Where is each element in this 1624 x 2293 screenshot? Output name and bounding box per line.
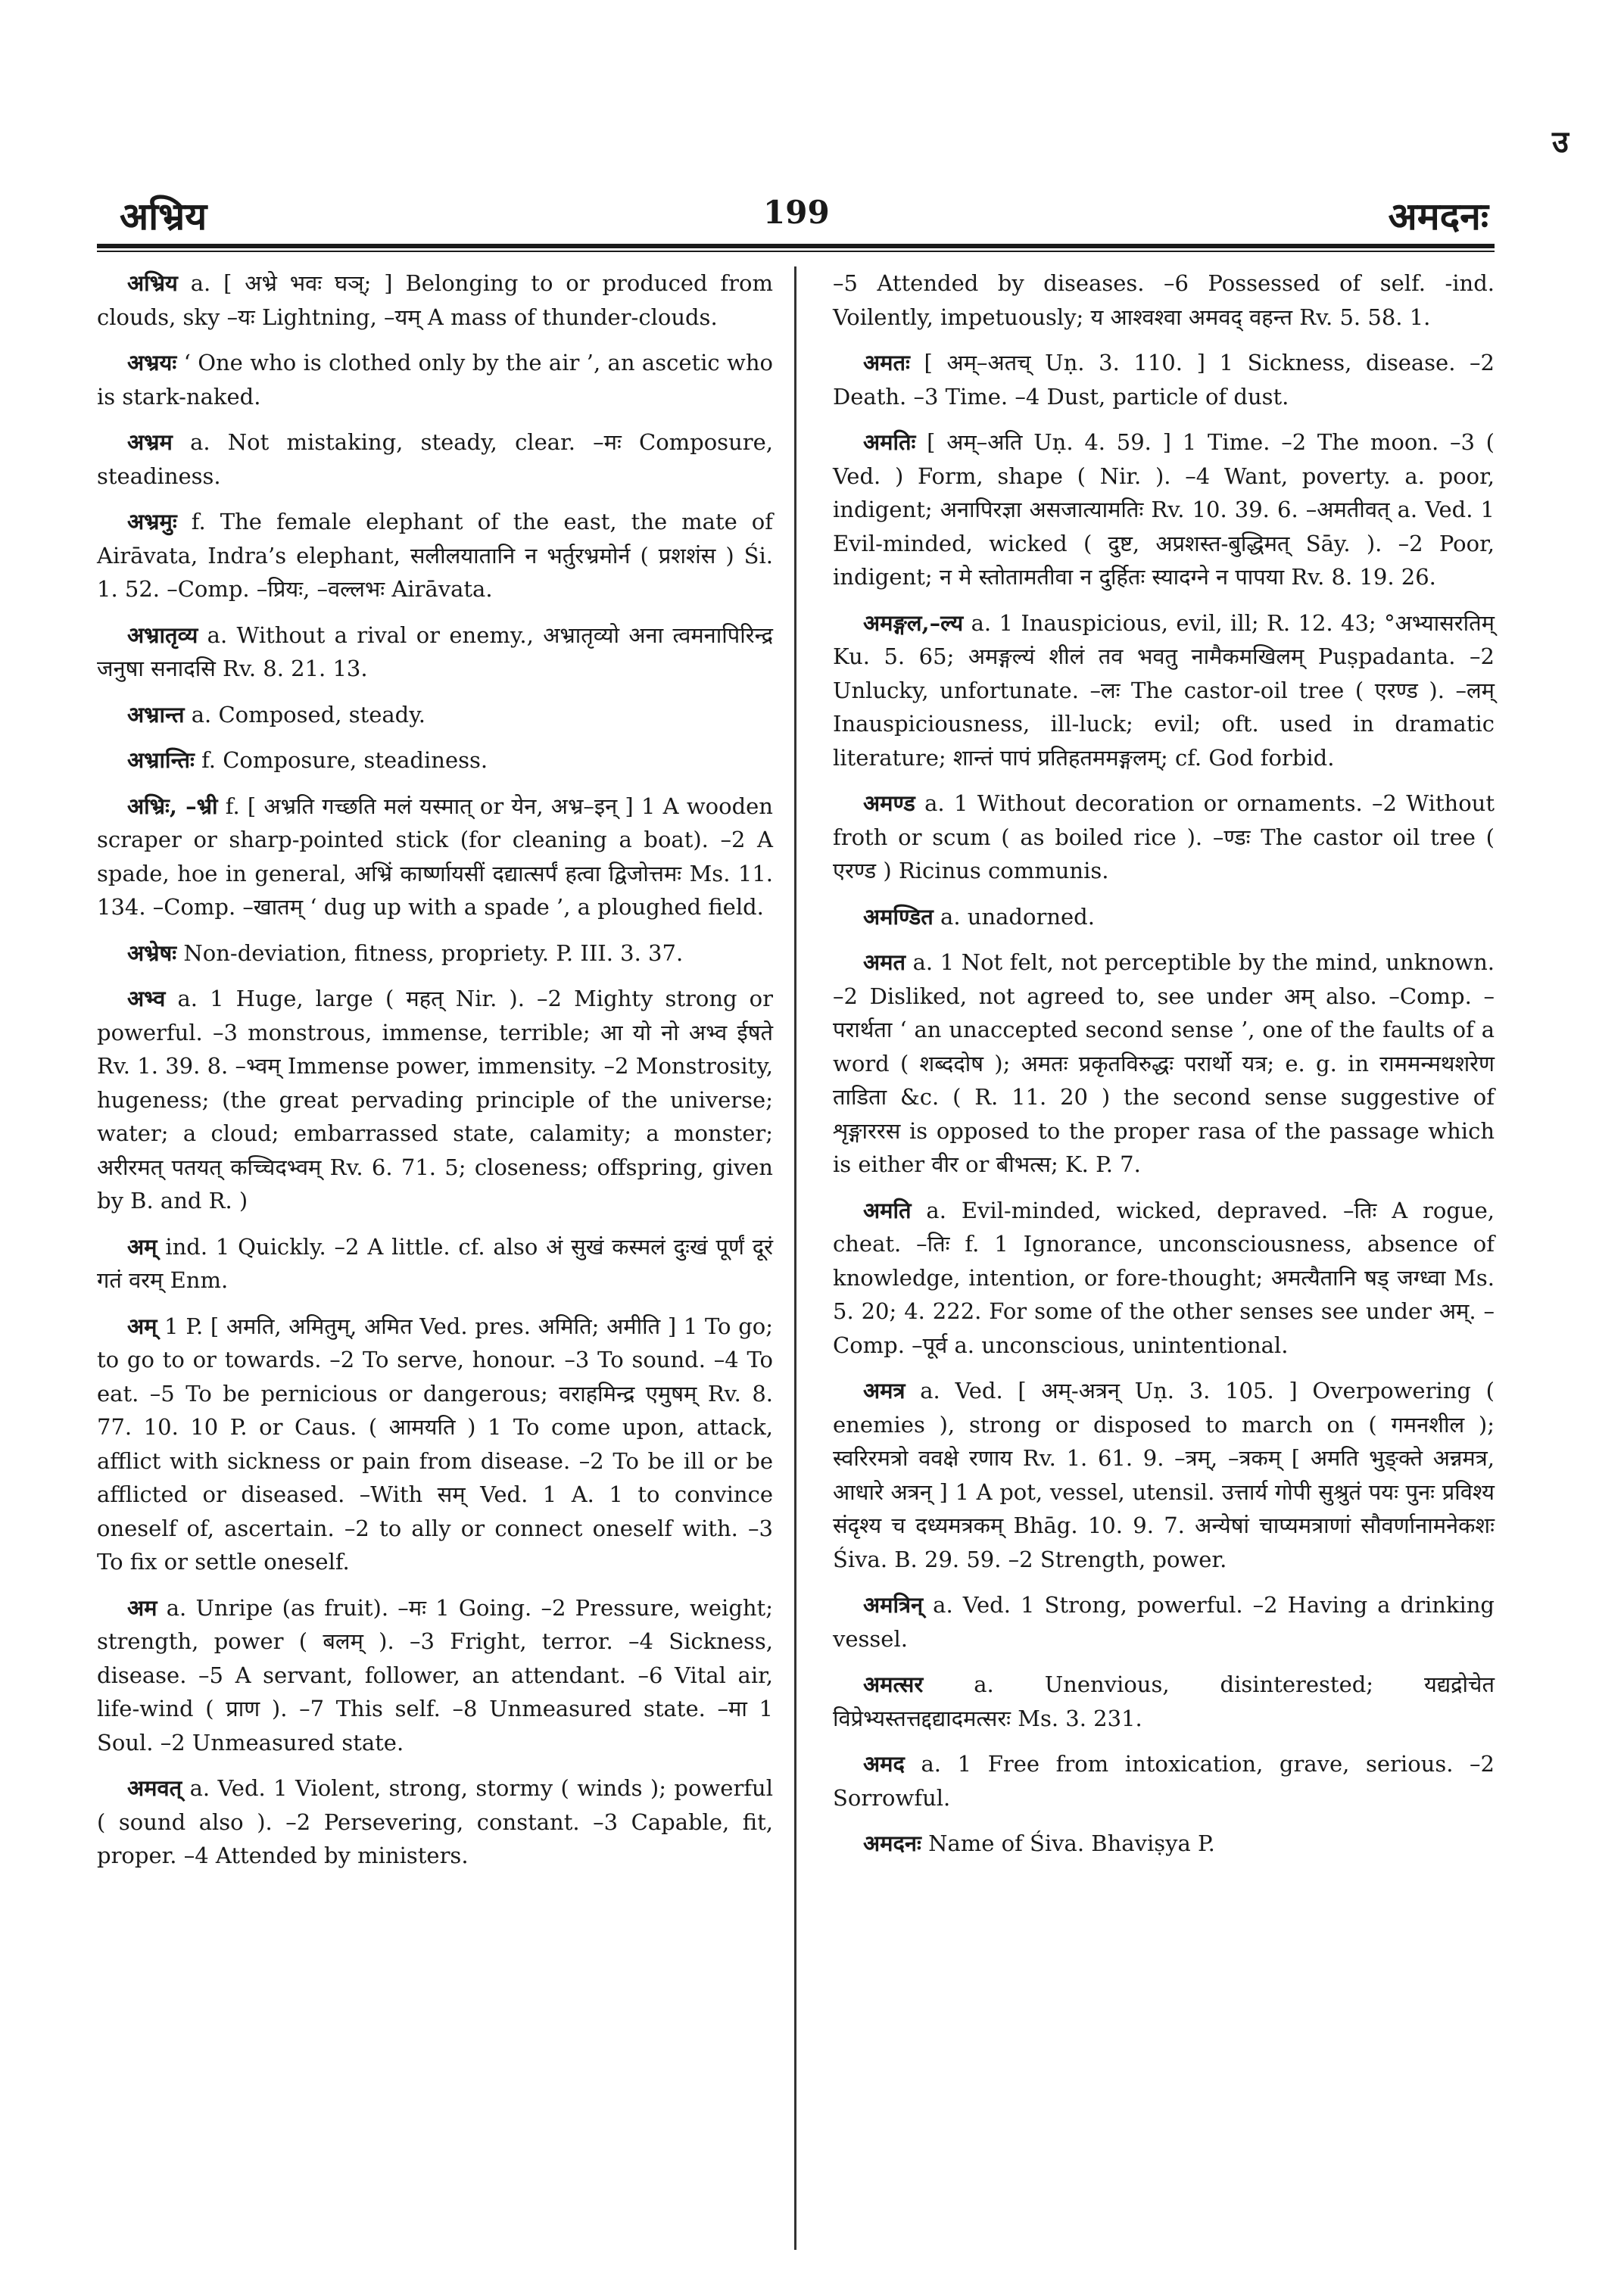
entry-definition: [ अम्–अतच् Uṇ. 3. 110. ] 1 Sickness, disease. –2 Death. –3 Time. –4 Dust, particle of dust. bbox=[833, 350, 1495, 410]
dictionary-entry bbox=[97, 790, 773, 924]
entry-headword: अम् bbox=[127, 1313, 157, 1339]
entry-headword: अमद bbox=[863, 1751, 905, 1777]
entry-definition: a. Composed, steady. bbox=[184, 701, 425, 727]
dictionary-entry bbox=[97, 936, 773, 970]
dictionary-entry bbox=[97, 698, 773, 732]
entry-headword: अभ्रयः bbox=[127, 350, 177, 375]
entry-headword: अमत bbox=[863, 949, 906, 975]
dictionary-entry bbox=[97, 346, 773, 413]
entry-definition: a. Unenvious, disinterested; यद्यद्रोचेत विप्रेभ्यस्तत्तद्दद्यादमत्सरः Ms. 3. 231. bbox=[833, 1671, 1495, 1731]
dictionary-entry bbox=[97, 266, 773, 334]
dictionary-entry bbox=[833, 606, 1495, 775]
entry-headword: अमत्सर bbox=[863, 1671, 924, 1697]
dictionary-entry bbox=[97, 1310, 773, 1579]
header-right-guide-word: अमदनः bbox=[1388, 194, 1488, 238]
dictionary-entry bbox=[97, 505, 773, 606]
entry-headword: अमण्डित bbox=[863, 903, 934, 930]
entry-definition: ind. 1 Quickly. –2 A little. cf. also अं सुखं कस्मलं दुःखं पूर्णं दूरं गतं वरम् Enm. bbox=[97, 1233, 773, 1293]
right-column bbox=[833, 266, 1495, 1873]
entry-headword: अभ्रेषः bbox=[127, 939, 177, 966]
entry-definition: a. Unripe (as fruit). –मः 1 Going. –2 Pressure, weight; strength, power ( बलम् ). –3 Fright, terror. –4 Sickness, disease. –5 A servant, follower, an attendant. –6 Vital air, life-wind ( प्राण ). –7 This self. –8 Unmeasured state. –मा 1 Soul. –2 Unmeasured state. bbox=[97, 1594, 773, 1756]
dictionary-entry bbox=[97, 425, 773, 493]
edge-index-mark: उ bbox=[1552, 124, 1569, 160]
entry-headword: अभ्रान्त bbox=[127, 701, 185, 727]
page-number: 199 bbox=[763, 194, 830, 231]
column-divider bbox=[794, 266, 796, 2250]
entry-headword: अमण्ड bbox=[863, 790, 915, 816]
dictionary-entry bbox=[833, 1827, 1495, 1861]
entry-definition: a. Ved. 1 Violent, strong, stormy ( winds ); powerful ( sound also ). –2 Persevering, constant. –3 Capable, fit, proper. –4 Attended by ministers. bbox=[97, 1775, 773, 1868]
entry-definition: a. Ved. 1 Strong, powerful. –2 Having a drinking vessel. bbox=[833, 1592, 1495, 1652]
entry-headword: अमतिः bbox=[863, 429, 916, 455]
entry-headword: अमतः bbox=[863, 350, 910, 375]
dictionary-entry bbox=[97, 618, 773, 686]
entry-definition: Name of Śiva. Bhaviṣya P. bbox=[921, 1830, 1215, 1856]
entry-headword: अभ्रिय bbox=[127, 270, 178, 296]
entry-definition: a. 1 Huge, large ( महत् Nir. ). –2 Mighty strong or powerful. –3 monstrous, immense, terrible; आ यो नो अभ्व ईषते Rv. 1. 39. 8. –भ्वम् Immense power, immensity. –2 Monstrosity, hugeness; (the great pervading principle of the universe; water; a cloud; embarrassed state, calamity; a monster; अरीरमत् पतयत् कच्चिदभ्वम् Rv. 6. 71. 5; closeness; offspring, given by B. and R. ) bbox=[97, 986, 773, 1213]
entry-headword: अभ्रमुः bbox=[127, 509, 177, 534]
dictionary-entry bbox=[833, 425, 1495, 594]
dictionary-entry bbox=[97, 1771, 773, 1873]
dictionary-entry bbox=[97, 982, 773, 1218]
entry-definition: a. 1 Without decoration or ornaments. –2 Without froth or scum ( as boiled rice ). –ण्डः The castor oil tree ( एरण्ड ) Ricinus communis. bbox=[833, 790, 1495, 883]
entry-headword: अमत्रिन् bbox=[863, 1592, 924, 1618]
entry-headword: अमदनः bbox=[863, 1830, 921, 1856]
entry-definition: a. Evil-minded, wicked, depraved. –तिः A rogue, cheat. –तिः f. 1 Ignorance, unconsciousness, absence of knowledge, intention, or fore-thought; अमत्यैतानि षड् जग्ध्वा Ms. 5. 20; 4. 222. For some of the other senses see under अम्. –Comp. –पूर्व a. unconscious, unintentional. bbox=[833, 1197, 1495, 1358]
entry-definition: a. [ अभ्रे भवः घञ्; ] Belonging to or produced from clouds, sky –यः Lightning, –यम् A mass of thunder-clouds. bbox=[97, 270, 773, 330]
header-rule bbox=[97, 244, 1495, 248]
entry-definition: a. 1 Inauspicious, evil, ill; R. 12. 43; °अभ्यासरतिम् Ku. 5. 65; अमङ्गल्यं शीलं तव भवतु नामैकमखिलम् Puṣpadanta. –2 Unlucky, unfortunate. –लः The castor-oil tree ( एरण्ड ). –लम् Inauspiciousness, ill-luck; evil; oft. used in dramatic literature; शान्तं पापं प्रतिहतममङ्गलम्; cf. God forbid. bbox=[833, 609, 1495, 771]
entry-headword: अभ्रिः, –भ्री bbox=[127, 793, 218, 819]
left-column bbox=[97, 266, 773, 1885]
dictionary-entry bbox=[833, 1374, 1495, 1576]
entry-headword: अमत्र bbox=[863, 1378, 906, 1404]
entry-definition: f. The female elephant of the east, the mate of Airāvata, Indra’s elephant, सलीलयातानि न भर्तुरभ्रमोर्न ( प्रशशंस ) Śi. 1. 52. –Comp. –प्रियः, –वल्लभः Airāvata. bbox=[97, 509, 773, 602]
entry-definition: a. 1 Not felt, not perceptible by the mind, unknown. –2 Disliked, not agreed to, see under अम् also. –Comp. –परार्थता ‘ an unaccepted second sense ’, one of the faults of a word ( शब्ददोष ); अमतः प्रकृतविरुद्धः परार्थो यत्र; e. g. in राममन्मथशरेण ताडिता &c. ( R. 11. 20 ) the second sense suggestive of शृङ्गाररस is opposed to the proper rasa of the passage which is either वीर or बीभत्स; K. P. 7. bbox=[833, 949, 1495, 1177]
entry-headword: अभ्व bbox=[127, 986, 166, 1011]
dictionary-entry bbox=[833, 1668, 1495, 1735]
dictionary-entry bbox=[833, 900, 1495, 934]
dictionary-entry bbox=[833, 1588, 1495, 1656]
entry-definition: a. Without a rival or enemy., अभ्रातृव्यो अना त्वमनापिरिन्द्र जनुषा सनादसि Rv. 8. 21. 13. bbox=[97, 622, 773, 681]
dictionary-entry bbox=[97, 1230, 773, 1298]
entry-headword: अभ्रातृव्य bbox=[127, 622, 198, 648]
dictionary-entry bbox=[833, 1747, 1495, 1815]
header-rule-thin bbox=[97, 251, 1495, 252]
entry-headword: अमवत् bbox=[127, 1775, 182, 1801]
dictionary-entry bbox=[833, 1194, 1495, 1363]
entry-definition: a. unadorned. bbox=[933, 903, 1095, 930]
dictionary-entry bbox=[833, 346, 1495, 413]
entry-definition: f. Composure, steadiness. bbox=[194, 747, 488, 773]
entry-headword: अभ्रम bbox=[127, 429, 173, 455]
entry-definition: a. 1 Free from intoxication, grave, serious. –2 Sorrowful. bbox=[833, 1751, 1495, 1811]
entry-definition: [ अम्–अति Uṇ. 4. 59. ] 1 Time. –2 The moon. –3 ( Ved. ) Form, shape ( Nir. ). –4 Want, poverty. a. poor, indigent; अनापिरज्ञा असजात्यामतिः Rv. 10. 39. 6. –अमतीवत् a. Ved. 1 Evil-minded, wicked ( दुष्ट, अप्रशस्त-बुद्धिमत् Sāy. ). –2 Poor, indigent; न मे स्तोतामतीवा न दुर्हितः स्यादग्ने न पापया Rv. 8. 19. 26. bbox=[833, 429, 1495, 590]
entry-headword: अम bbox=[127, 1594, 157, 1621]
entry-headword: अमङ्गल,–ल्य bbox=[863, 609, 964, 636]
dictionary-entry bbox=[833, 787, 1495, 888]
entry-definition: f. [ अभ्रति गच्छति मलं यस्मात् or येन, अभ्र–इन् ] 1 A wooden scraper or sharp-pointed stick (for cleaning a boat). –2 A spade, hoe in general, अभ्रिं कार्ष्णायसीं दद्यात्सर्पं हत्वा द्विजोत्तमः Ms. 11. 134. –Comp. –खातम् ‘ dug up with a spade ’, a ploughed field. bbox=[97, 793, 773, 920]
dictionary-entry bbox=[97, 743, 773, 777]
entry-headword: अम् bbox=[127, 1233, 157, 1260]
dictionary-entry bbox=[97, 1591, 773, 1760]
entry-definition: 1 P. [ अमति, अमितुम्, अमित Ved. pres. अमिति; अमीति ] 1 To go; to go to or towards. –2 To serve, honour. –3 To sound. –4 To eat. –5 To be pernicious or dangerous; वराहमिन्द्र एमुषम् Rv. 8. 77. 10. 10 P. or Caus. ( आमयति ) 1 To come upon, attack, afflict with sickness or pain from disease. –2 To be ill or be afflicted or diseased. –With सम् Ved. 1 A. 1 to convince oneself of, ascertain. –2 to ally or connect oneself with. –3 To fix or settle oneself. bbox=[97, 1313, 773, 1575]
entry-definition: –5 Attended by diseases. –6 Possessed of self. -ind. Voilently, impetuously; य आश्वश्वा अमवद् वहन्त Rv. 5. 58. 1. bbox=[833, 270, 1495, 330]
entry-definition: a. Not mistaking, steady, clear. –मः Composure, steadiness. bbox=[97, 429, 773, 489]
entry-headword: अभ्रान्तिः bbox=[127, 747, 195, 773]
entry-definition: ‘ One who is clothed only by the air ’, an ascetic who is stark-naked. bbox=[97, 350, 773, 410]
entry-headword: अमति bbox=[863, 1197, 912, 1223]
header-left-guide-word: अभ्रिय bbox=[120, 194, 207, 238]
entry-definition: Non-deviation, fitness, propriety. P. III. 3. 37. bbox=[176, 939, 684, 966]
dictionary-entry bbox=[833, 266, 1495, 334]
dictionary-entry bbox=[833, 946, 1495, 1182]
entry-definition: a. Ved. [ अम्-अत्रन् Uṇ. 3. 105. ] Overpowering ( enemies ), strong or disposed to march on ( गमनशील ); स्वरिरमत्रो ववक्षे रणाय Rv. 1. 61. 9. –त्रम्, –त्रकम् [ अमति भुङ्क्ते अन्नमत्र, आधारे अत्रन् ] 1 A pot, vessel, utensil. उत्तार्य गोपी सुश्रुतं पयः पुनः प्रविश्य संदृश्य च दध्यमत्रकम् Bhāg. 10. 9. 7. अन्येषां चाप्यमत्राणां सौवर्णानामनेकशः Śiva. B. 29. 59. –2 Strength, power. bbox=[833, 1378, 1495, 1572]
page-header bbox=[97, 180, 1495, 241]
